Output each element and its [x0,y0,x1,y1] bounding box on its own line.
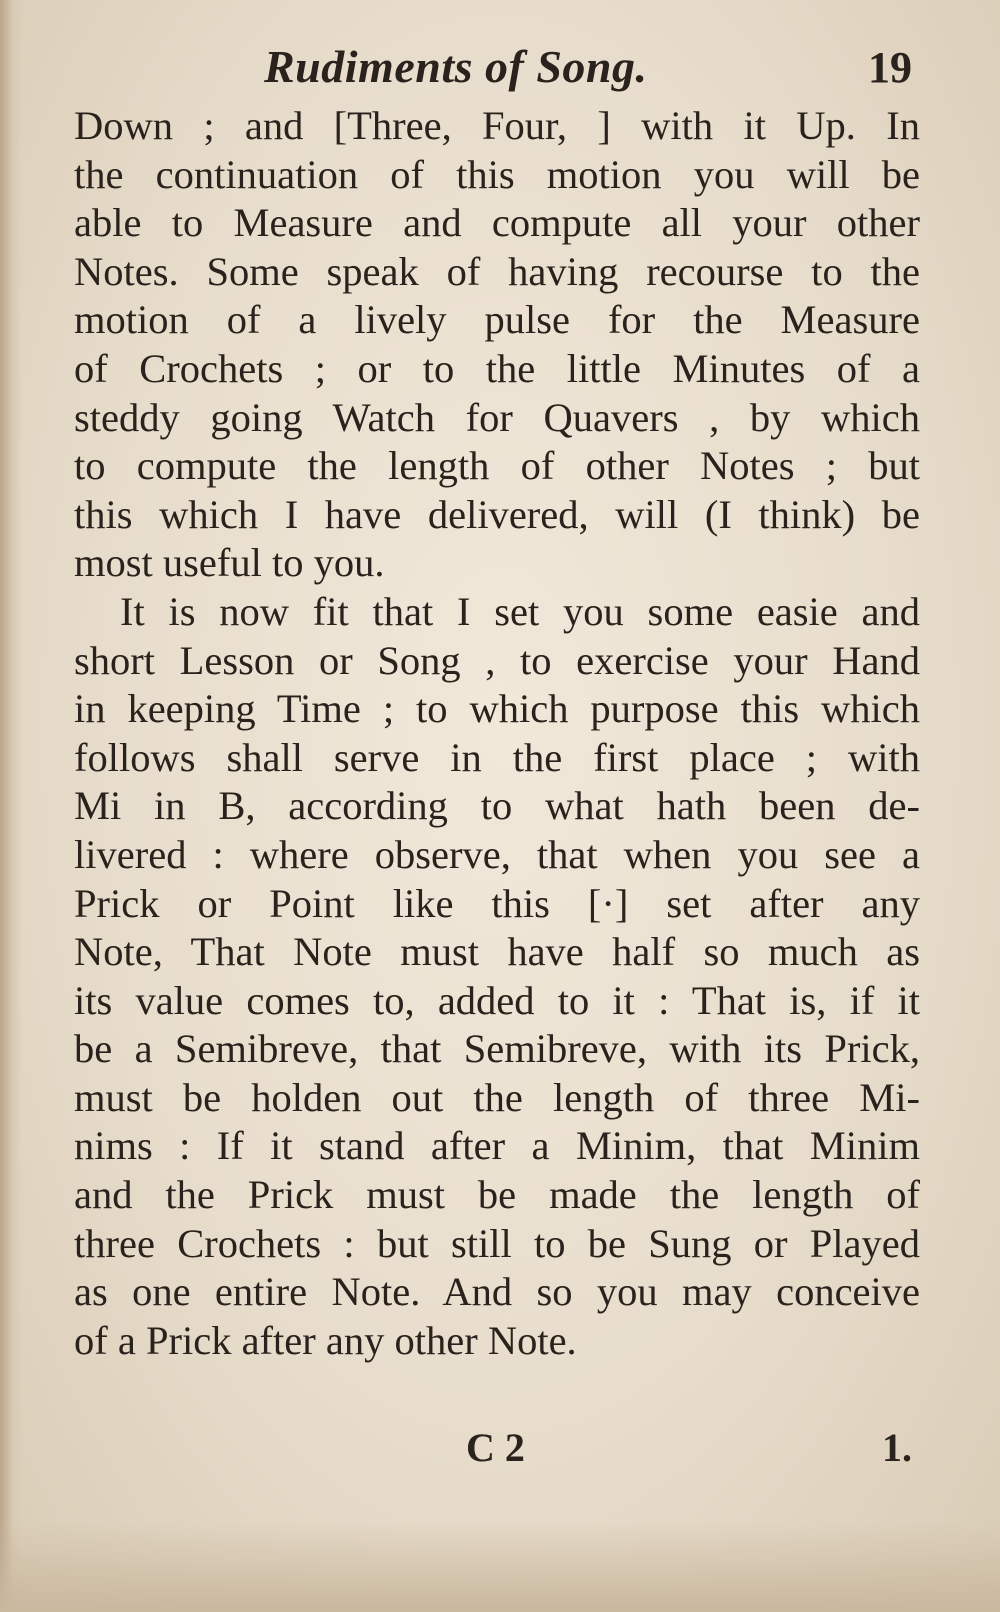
text-line: livered : where observe, that when you see a [74,831,920,877]
body-text [74,102,920,1365]
text-line: Notes. Some speak of having recourse to the [74,248,920,294]
text-line: Prick or Point like this [·] set after any [74,880,920,926]
text-line: of Crochets ; or to the little Minutes of a [74,345,920,391]
text-line: nims : If it stand after a Minim, that Minim [74,1123,920,1169]
text-line: the continuation of this motion you will be [74,151,920,197]
text-line: steddy going Watch for Quavers , by which [74,394,920,440]
page-number: 19 [868,43,912,92]
text-line: short Lesson or Song , to exercise your Hand [74,637,920,683]
text-line: able to Measure and compute all your other [74,200,920,246]
text-line: as one entire Note. And so you may conceive [74,1269,920,1315]
text-line: follows shall serve in the first place ; with [74,734,920,780]
running-head [74,40,920,100]
text-line: most useful to you. [74,540,385,586]
text-line: motion of a lively pulse for the Measure [74,297,920,343]
text-line: this which I have delivered, will (I think) be [74,491,920,537]
text-line: and the Prick must be made the length of [74,1172,920,1218]
text-line: of a Prick after any other Note. [74,1317,577,1363]
text-line: in keeping Time ; to which purpose this which [74,686,920,732]
text-line: Down ; and [Three, Four, ] with it Up. In [74,103,920,148]
text-line: be a Semibreve, that Semibreve, with its Prick, [74,1026,920,1072]
catchword: 1. [882,1425,912,1470]
page-footer [74,1424,920,1484]
text-line: Mi in B, according to what hath been de- [74,783,920,829]
text-line: its value comes to, added to it : That is, if it [74,977,920,1023]
text-line: to compute the length of other Notes ; but [74,443,920,489]
running-title: Rudiments of Song. [264,41,648,92]
paragraph-first-line: It is now fit that I set you some easie and [120,588,920,634]
text-line: must be holden out the length of three Mi- [74,1074,920,1120]
signature-mark: C 2 [466,1425,525,1470]
text-line: three Crochets : but still to be Sung or Played [74,1220,920,1266]
text-line: Note, That Note must have half so much as [74,929,920,975]
